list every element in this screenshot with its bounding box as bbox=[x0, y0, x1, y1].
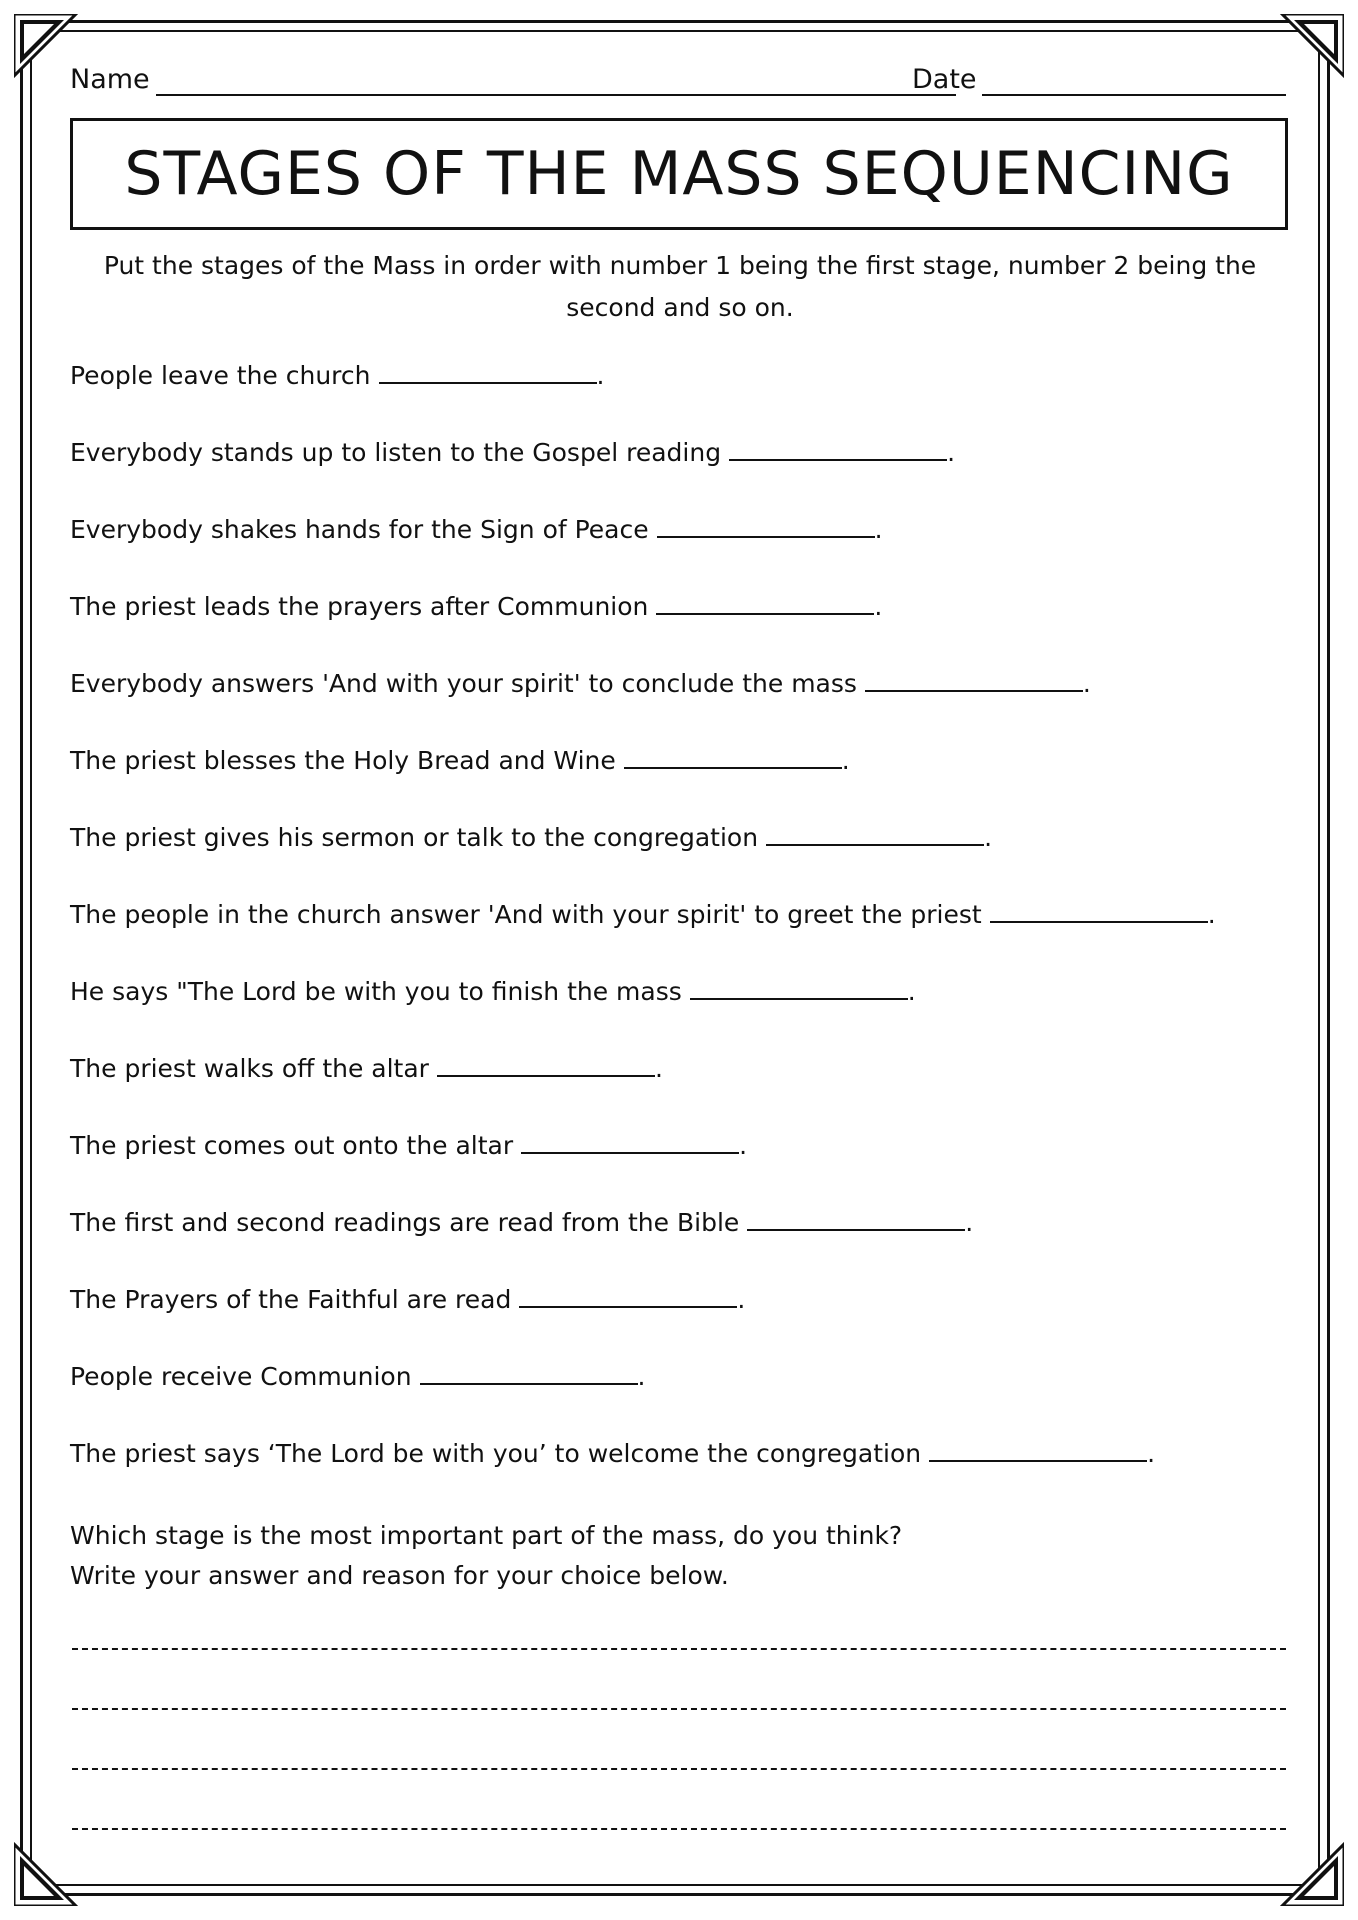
order-answer-field[interactable] bbox=[929, 1459, 1147, 1462]
order-answer-field[interactable] bbox=[657, 535, 875, 538]
stage-terminator: . bbox=[1147, 1439, 1156, 1468]
stage-terminator: . bbox=[596, 361, 605, 390]
stage-item bbox=[70, 976, 1290, 1053]
order-answer-field[interactable] bbox=[420, 1382, 638, 1385]
stage-list bbox=[70, 360, 1290, 1515]
stage-item bbox=[70, 591, 1290, 668]
reflection-question bbox=[70, 1516, 1290, 1596]
date-label: Date bbox=[912, 64, 977, 95]
stage-item bbox=[70, 514, 1290, 591]
question-line-1: Which stage is the most important part of the mass, do you think? bbox=[70, 1521, 903, 1550]
instructions: Put the stages of the Mass in order with number 1 being the first stage, number 2 being the second and so on. bbox=[103, 251, 1257, 322]
stage-item bbox=[70, 1053, 1290, 1130]
stage-item bbox=[70, 822, 1290, 899]
answer-line[interactable] bbox=[72, 1708, 1286, 1710]
stage-item bbox=[70, 745, 1290, 822]
stage-text: Everybody answers 'And with your spirit' to conclude the mass bbox=[70, 669, 857, 698]
stage-terminator: . bbox=[1082, 669, 1091, 698]
date-field[interactable] bbox=[982, 94, 1286, 96]
stage-item bbox=[70, 668, 1290, 745]
stage-terminator: . bbox=[947, 438, 956, 467]
stage-terminator: . bbox=[874, 592, 883, 621]
stage-text: The priest walks off the altar bbox=[70, 1054, 429, 1083]
name-field[interactable] bbox=[156, 94, 956, 96]
question-line-2: Write your answer and reason for your choice below. bbox=[70, 1561, 729, 1590]
order-answer-field[interactable] bbox=[747, 1228, 965, 1231]
page-title: STAGES OF THE MASS SEQUENCING bbox=[124, 139, 1234, 209]
stage-text: People leave the church bbox=[70, 361, 371, 390]
stage-text: The priest gives his sermon or talk to the congregation bbox=[70, 823, 759, 852]
order-answer-field[interactable] bbox=[766, 843, 984, 846]
stage-terminator: . bbox=[874, 515, 883, 544]
stage-item bbox=[70, 1130, 1290, 1207]
order-answer-field[interactable] bbox=[729, 458, 947, 461]
order-answer-field[interactable] bbox=[437, 1074, 655, 1077]
stage-terminator: . bbox=[654, 1054, 663, 1083]
answer-line[interactable] bbox=[72, 1648, 1286, 1650]
stage-text: People receive Communion bbox=[70, 1362, 412, 1391]
stage-item bbox=[70, 899, 1290, 976]
stage-terminator: . bbox=[737, 1285, 746, 1314]
stage-item bbox=[70, 360, 1290, 437]
stage-item bbox=[70, 1284, 1290, 1361]
order-answer-field[interactable] bbox=[521, 1151, 739, 1154]
order-answer-field[interactable] bbox=[690, 997, 908, 1000]
name-date-row bbox=[70, 64, 1290, 104]
order-answer-field[interactable] bbox=[656, 612, 874, 615]
stage-terminator: . bbox=[841, 746, 850, 775]
order-answer-field[interactable] bbox=[624, 766, 842, 769]
stage-terminator: . bbox=[907, 977, 916, 1006]
stage-terminator: . bbox=[1207, 900, 1216, 929]
stage-terminator: . bbox=[739, 1131, 748, 1160]
stage-text: The priest blesses the Holy Bread and Wine bbox=[70, 746, 616, 775]
stage-text: The priest says ‘The Lord be with you’ to welcome the congregation bbox=[70, 1439, 922, 1468]
stage-text: The priest leads the prayers after Communion bbox=[70, 592, 649, 621]
stage-item bbox=[70, 1207, 1290, 1284]
order-answer-field[interactable] bbox=[519, 1305, 737, 1308]
stage-terminator: . bbox=[637, 1362, 646, 1391]
title-box bbox=[70, 118, 1288, 230]
stage-text: The priest comes out onto the altar bbox=[70, 1131, 514, 1160]
order-answer-field[interactable] bbox=[865, 689, 1083, 692]
order-answer-field[interactable] bbox=[990, 920, 1208, 923]
stage-text: The people in the church answer 'And with your spirit' to greet the priest bbox=[70, 900, 982, 929]
stage-text: The first and second readings are read from the Bible bbox=[70, 1208, 740, 1237]
stage-text: He says "The Lord be with you to finish the mass bbox=[70, 977, 682, 1006]
stage-text: Everybody stands up to listen to the Gospel reading bbox=[70, 438, 722, 467]
answer-line[interactable] bbox=[72, 1768, 1286, 1770]
stage-item bbox=[70, 1438, 1290, 1515]
stage-terminator: . bbox=[965, 1208, 974, 1237]
stage-terminator: . bbox=[984, 823, 993, 852]
answer-line[interactable] bbox=[72, 1828, 1286, 1830]
stage-text: The Prayers of the Faithful are read bbox=[70, 1285, 512, 1314]
stage-text: Everybody shakes hands for the Sign of Peace bbox=[70, 515, 649, 544]
name-label: Name bbox=[70, 64, 150, 95]
order-answer-field[interactable] bbox=[379, 381, 597, 384]
stage-item bbox=[70, 437, 1290, 514]
stage-item bbox=[70, 1361, 1290, 1438]
